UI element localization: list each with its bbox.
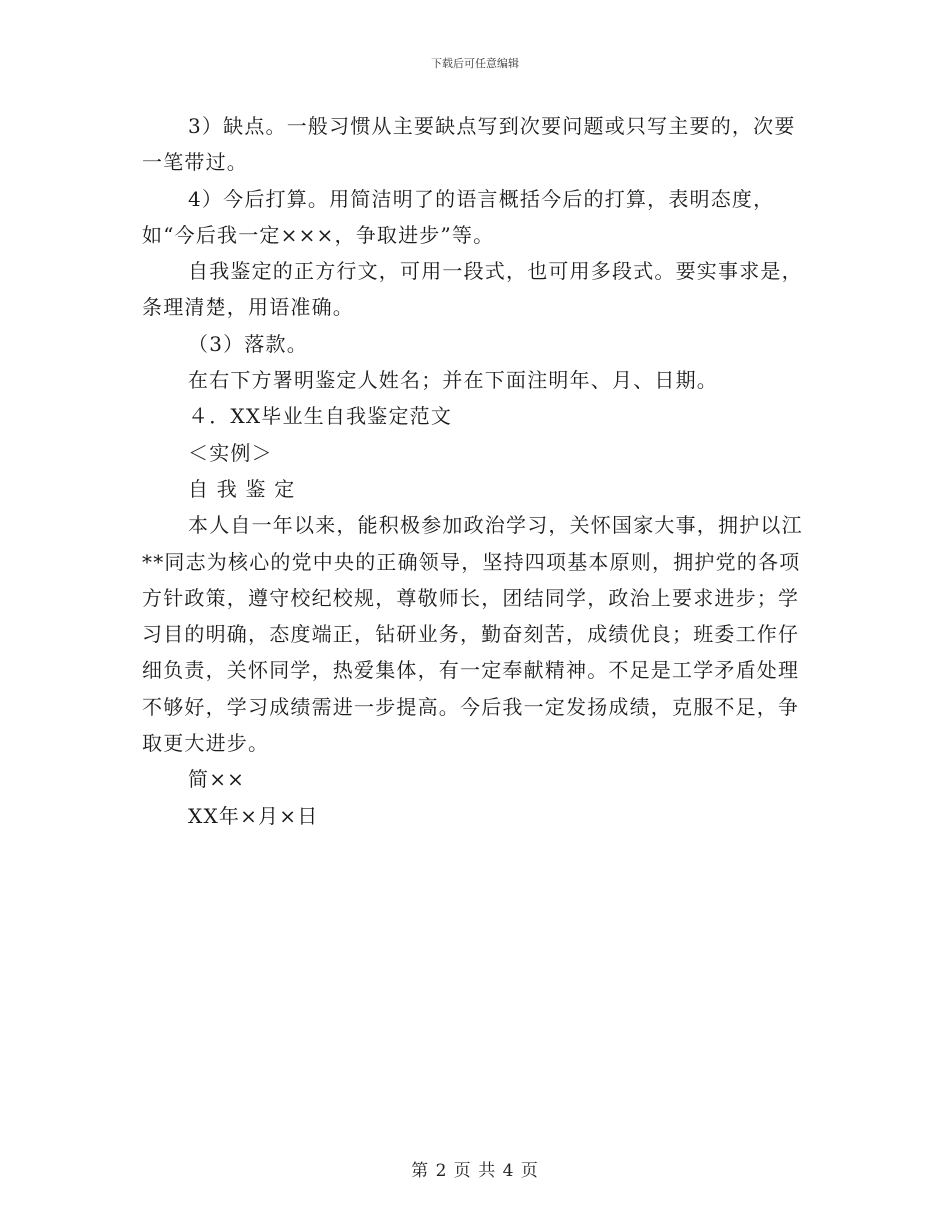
- page-number: 第 2 页 共 4 页: [411, 1161, 539, 1181]
- paragraph-signature-instructions: 在右下方署明鉴定人姓名；并在下面注明年、月、日期。: [188, 368, 718, 393]
- paragraph-shortcomings: 3）缺点。一般习惯从主要缺点写到次要问题或只写主要的，次要一笔带过。: [142, 114, 796, 175]
- example-signature-name: 简××: [188, 767, 246, 792]
- paragraph-future-plans: 4）今后打算。用简洁明了的语言概括今后的打算，表明态度，如“今后我一定×××，争取进步”等。: [142, 186, 775, 247]
- page-header: 下载后可任意编辑: [431, 57, 519, 70]
- paragraph-signature-heading: （3）落款。: [188, 331, 308, 356]
- example-title: 自 我 鉴 定: [188, 476, 296, 501]
- section-heading: ４．XX毕业生自我鉴定范文: [188, 404, 453, 429]
- document-body: [142, 108, 810, 834]
- example-signature-date: XX年×月×日: [188, 803, 319, 828]
- example-label: ＜实例＞: [188, 440, 273, 465]
- paragraph-body-format: 自我鉴定的正方行文，可用一段式，也可用多段式。要实事求是，条理清楚，用语准确。: [142, 259, 803, 320]
- example-body: 本人自一年以来，能积极参加政治学习，关怀国家大事，拥护以江**同志为核心的党中央的正确领导，坚持四项基本原则，拥护党的各项方针政策，遵守校纪校规，尊敬师长，团结同学，政治上要求进步；学习目的明确，态度端正，钻研业务，勤奋刻苦，成绩优良；班委工作仔细负责，关怀同学，热爱集体，有一定奉献精神。不足是工学矛盾处理不够好，学习成绩需进一步提高。今后我一定发扬成绩，克服不足，争取更大进步。: [142, 513, 803, 756]
